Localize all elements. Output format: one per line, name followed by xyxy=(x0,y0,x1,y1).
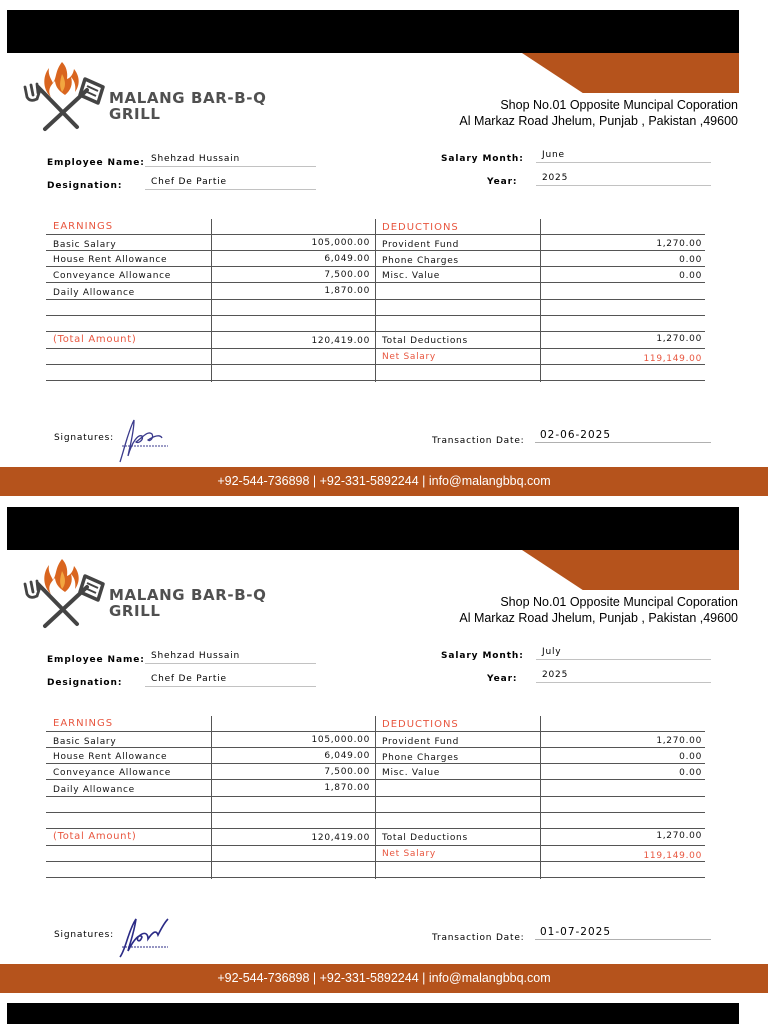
brand-line-1: MALANG BAR-B-Q xyxy=(109,586,267,604)
conveyance-label: Conveyance Allowance xyxy=(53,271,171,281)
table-divider xyxy=(375,219,376,382)
misc-value-value: 0.00 xyxy=(679,271,702,281)
table-rule xyxy=(46,299,705,300)
designation-value: Chef De Partie xyxy=(151,674,227,684)
salary-table xyxy=(46,716,705,879)
contact-footer: +92-544-736898 | +92-331-5892244 | info@malangbbq.com xyxy=(0,964,768,993)
earnings-header: EARNINGS xyxy=(53,718,114,729)
header-accent xyxy=(522,53,739,93)
grill-logo-icon xyxy=(15,554,110,632)
table-rule xyxy=(46,234,705,235)
address-line-1: Shop No.01 Opposite Muncipal Coporation xyxy=(500,595,738,609)
earnings-header: EARNINGS xyxy=(53,221,114,232)
total-amount-value: 120,419.00 xyxy=(311,336,370,346)
address-line-2: Al Markaz Road Jhelum, Punjab , Pakistan ,49600 xyxy=(459,114,738,128)
phone-charges-label: Phone Charges xyxy=(382,753,459,763)
misc-value-label: Misc. Value xyxy=(382,768,441,778)
total-deductions-label: Total Deductions xyxy=(382,336,468,346)
header-bar xyxy=(7,10,739,53)
employee-name-value: Shehzad Hussain xyxy=(151,154,241,164)
brand-name xyxy=(109,587,266,619)
header-bar xyxy=(7,507,739,550)
total-amount-value: 120,419.00 xyxy=(311,833,370,843)
signature-image xyxy=(112,909,174,965)
conveyance-value: 7,500.00 xyxy=(324,270,370,280)
designation-field xyxy=(145,672,316,687)
daily-allowance-value: 1,870.00 xyxy=(324,783,370,793)
total-deductions-value: 1,270.00 xyxy=(656,334,702,344)
provident-fund-value: 1,270.00 xyxy=(656,239,702,249)
net-salary-label: Net Salary xyxy=(382,849,436,859)
shop-address xyxy=(459,97,738,129)
employee-name-label: Employee Name: xyxy=(47,655,145,665)
table-rule xyxy=(46,845,705,846)
net-salary-label: Net Salary xyxy=(382,352,436,362)
year-field xyxy=(536,668,711,683)
signatures-label: Signatures: xyxy=(54,433,114,443)
header-accent xyxy=(522,550,739,590)
table-rule xyxy=(46,282,705,283)
daily-allowance-value: 1,870.00 xyxy=(324,286,370,296)
house-rent-value: 6,049.00 xyxy=(324,254,370,264)
shop-address xyxy=(459,594,738,626)
address-line-1: Shop No.01 Opposite Muncipal Coporation xyxy=(500,98,738,112)
salary-month-value: July xyxy=(542,647,562,657)
signatures-label: Signatures: xyxy=(54,930,114,940)
designation-label: Designation: xyxy=(47,181,123,191)
salary-month-label: Salary Month: xyxy=(441,154,524,164)
deductions-header: DEDUCTIONS xyxy=(382,719,459,730)
house-rent-value: 6,049.00 xyxy=(324,751,370,761)
brand-line-1: MALANG BAR-B-Q xyxy=(109,89,267,107)
designation-field xyxy=(145,175,316,190)
table-rule xyxy=(46,348,705,349)
table-rule xyxy=(46,796,705,797)
table-divider xyxy=(375,716,376,879)
table-rule xyxy=(46,250,705,251)
provident-fund-value: 1,270.00 xyxy=(656,736,702,746)
total-deductions-label: Total Deductions xyxy=(382,833,468,843)
deductions-header: DEDUCTIONS xyxy=(382,222,459,233)
basic-salary-label: Basic Salary xyxy=(53,737,117,747)
phone-charges-value: 0.00 xyxy=(679,255,702,265)
table-rule xyxy=(46,380,705,381)
table-rule xyxy=(46,731,705,732)
brand-line-2: GRILL xyxy=(109,602,161,620)
address-line-2: Al Markaz Road Jhelum, Punjab , Pakistan ,49600 xyxy=(459,611,738,625)
daily-allowance-label: Daily Allowance xyxy=(53,288,135,298)
table-rule xyxy=(46,877,705,878)
conveyance-value: 7,500.00 xyxy=(324,767,370,777)
next-slip-header-bar xyxy=(7,1003,739,1024)
salary-month-field xyxy=(536,645,711,660)
salary-month-value: June xyxy=(542,150,565,160)
employee-name-value: Shehzad Hussain xyxy=(151,651,241,661)
employee-name-field xyxy=(145,152,316,167)
conveyance-label: Conveyance Allowance xyxy=(53,768,171,778)
salary-slip-june xyxy=(0,0,768,497)
signature-image xyxy=(112,412,174,468)
salary-table xyxy=(46,219,705,382)
total-amount-label: (Total Amount) xyxy=(53,334,137,345)
total-amount-label: (Total Amount) xyxy=(53,831,137,842)
transaction-date-field xyxy=(535,925,711,940)
table-rule xyxy=(46,747,705,748)
transaction-date-label: Transaction Date: xyxy=(432,436,525,446)
salary-month-label: Salary Month: xyxy=(441,651,524,661)
table-rule xyxy=(46,315,705,316)
table-rule xyxy=(46,828,705,829)
year-label: Year: xyxy=(487,177,518,187)
transaction-date-value: 01-07-2025 xyxy=(540,926,612,938)
brand-line-2: GRILL xyxy=(109,105,161,123)
net-salary-value: 119,149.00 xyxy=(643,851,702,861)
transaction-date-label: Transaction Date: xyxy=(432,933,525,943)
house-rent-label: House Rent Allowance xyxy=(53,752,168,762)
phone-charges-label: Phone Charges xyxy=(382,256,459,266)
brand-name xyxy=(109,90,266,122)
year-field xyxy=(536,171,711,186)
net-salary-value: 119,149.00 xyxy=(643,354,702,364)
designation-value: Chef De Partie xyxy=(151,177,227,187)
house-rent-label: House Rent Allowance xyxy=(53,255,168,265)
contact-footer: +92-544-736898 | +92-331-5892244 | info@malangbbq.com xyxy=(0,467,768,496)
phone-charges-value: 0.00 xyxy=(679,752,702,762)
year-label: Year: xyxy=(487,674,518,684)
table-rule xyxy=(46,812,705,813)
misc-value-label: Misc. Value xyxy=(382,271,441,281)
grill-logo-icon xyxy=(15,57,110,135)
employee-name-label: Employee Name: xyxy=(47,158,145,168)
misc-value-value: 0.00 xyxy=(679,768,702,778)
basic-salary-value: 105,000.00 xyxy=(311,735,370,745)
employee-name-field xyxy=(145,649,316,664)
daily-allowance-label: Daily Allowance xyxy=(53,785,135,795)
salary-month-field xyxy=(536,148,711,163)
year-value: 2025 xyxy=(542,173,569,183)
table-rule xyxy=(46,331,705,332)
transaction-date-value: 02-06-2025 xyxy=(540,429,612,441)
basic-salary-label: Basic Salary xyxy=(53,240,117,250)
table-rule xyxy=(46,266,705,267)
table-rule xyxy=(46,763,705,764)
transaction-date-field xyxy=(535,428,711,443)
provident-fund-label: Provident Fund xyxy=(382,737,460,747)
basic-salary-value: 105,000.00 xyxy=(311,238,370,248)
salary-slip-july xyxy=(0,497,768,994)
provident-fund-label: Provident Fund xyxy=(382,240,460,250)
total-deductions-value: 1,270.00 xyxy=(656,831,702,841)
table-rule xyxy=(46,779,705,780)
year-value: 2025 xyxy=(542,670,569,680)
designation-label: Designation: xyxy=(47,678,123,688)
